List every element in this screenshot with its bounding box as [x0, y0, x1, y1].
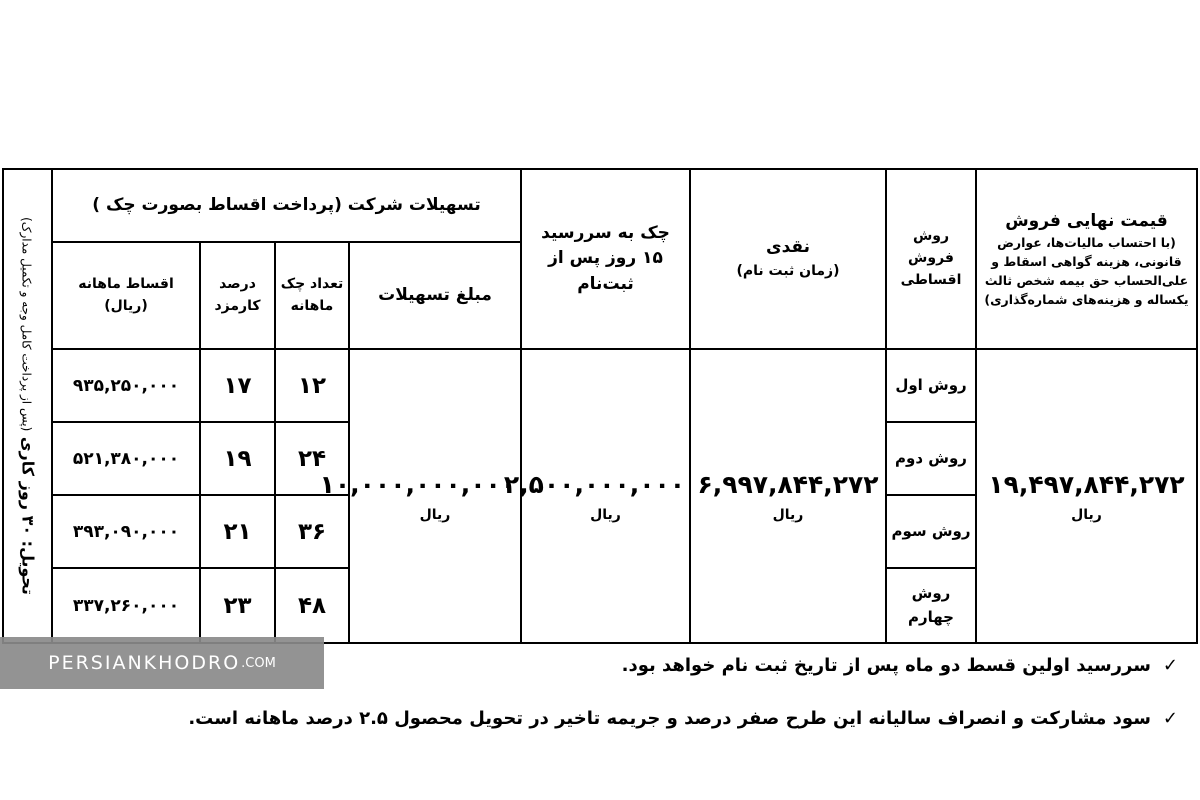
method-cell: روش چهارم: [886, 568, 976, 643]
cash-value: ۶,۹۹۷,۸۴۴,۲۷۲: [697, 469, 879, 499]
final-price-unit: ریال: [1071, 506, 1102, 523]
table-row: [3, 349, 1197, 422]
final-price-value: ۱۹,۴۹۷,۸۴۴,۲۷۲: [988, 469, 1185, 499]
method-cell: روش دوم: [886, 422, 976, 495]
fee-percent-cell: ۱۹: [200, 422, 275, 495]
check-subtitle: ۱۵ روز پس از ثبت‌نام: [548, 248, 663, 294]
note-text: سود مشارکت و انصراف سالیانه این طرح صفر درصد و جریمه تاخیر در تحویل محصول ۲.۵ درصد ماهانه است.: [188, 708, 1151, 729]
facility-amount-unit: ریال: [419, 506, 451, 523]
monthly-installment-cell: ۳۹۳,۰۹۰,۰۰۰: [52, 495, 200, 568]
method-header: روش فروش اقساطی: [886, 169, 976, 349]
check-icon: ✓: [1162, 655, 1178, 676]
cash-cell: [690, 349, 886, 643]
facility-amount-header: مبلغ تسهیلات: [349, 242, 521, 349]
check-unit: ریال: [590, 506, 621, 523]
method-cell: روش اول: [886, 349, 976, 422]
note-profit-penalty: [188, 708, 1178, 729]
checks-count-cell: ۱۲: [275, 349, 349, 422]
final-price-title: قیمت نهایی فروش: [1005, 210, 1168, 231]
checks-count-cell: ۲۴: [275, 422, 349, 495]
watermark-suffix: .COM: [241, 655, 276, 671]
checks-count-header: تعداد چک ماهانه: [275, 242, 349, 349]
delivery-label: تحویل: ۳۰ روز کاری: [18, 436, 37, 595]
checks-count-cell: ۴۸: [275, 568, 349, 643]
method-cell: روش سوم: [886, 495, 976, 568]
monthly-installment-unit: (ریال): [104, 297, 148, 314]
facility-amount-value: ۱۰,۰۰۰,۰۰۰,۰۰۰: [319, 469, 516, 499]
facility-header: تسهیلات شرکت (پرداخت اقساط بصورت چک ): [52, 169, 521, 242]
monthly-installment-cell: ۳۳۷,۲۶۰,۰۰۰: [52, 568, 200, 643]
monthly-installment-cell: ۹۳۵,۲۵۰,۰۰۰: [52, 349, 200, 422]
check-cell: [503, 349, 690, 643]
cash-title: نقدی: [765, 237, 811, 258]
fee-percent-cell: ۲۱: [200, 495, 275, 568]
fee-percent-cell: ۲۳: [200, 568, 275, 643]
cash-header: [690, 169, 886, 349]
cash-unit: ریال: [772, 506, 804, 523]
final-price-header: [976, 169, 1197, 349]
delivery-cell: [3, 169, 52, 643]
delivery-note: (پس از پرداخت کامل وجه و تکمیل مدارک): [19, 217, 33, 432]
checks-count-cell: ۳۶: [275, 495, 349, 568]
monthly-installment-cell: ۵۲۱,۳۸۰,۰۰۰: [52, 422, 200, 495]
check-value: ۲,۵۰۰,۰۰۰,۰۰۰: [503, 469, 685, 499]
check-title: چک به سررسید: [541, 222, 670, 243]
facility-amount-cell: [319, 349, 521, 643]
check-icon: ✓: [1162, 708, 1178, 729]
final-price-note: (با احتساب مالیات‌ها، عوارض قانونی، هزینه گواهی اسقاط و علی‌الحساب حق بیمه شخص ثالث یکساله و هزینه‌های شماره‌گذاری): [984, 235, 1189, 307]
watermark-brand: PERSIANKHODRO: [48, 652, 241, 674]
monthly-installment-header: [52, 242, 200, 349]
note-text: سررسید اولین قسط دو ماه پس از تاریخ ثبت نام خواهد بود.: [621, 655, 1151, 676]
fee-percent-header: درصد کارمزد: [200, 242, 275, 349]
sales-conditions-table: [2, 168, 1198, 644]
monthly-installment-title: اقساط ماهانه: [78, 275, 174, 292]
watermark: [0, 637, 324, 689]
note-first-installment: [622, 655, 1178, 676]
check-header: [521, 169, 690, 349]
fee-percent-cell: ۱۷: [200, 349, 275, 422]
final-price-cell: [976, 349, 1197, 643]
cash-subtitle: (زمان ثبت نام): [736, 262, 840, 279]
